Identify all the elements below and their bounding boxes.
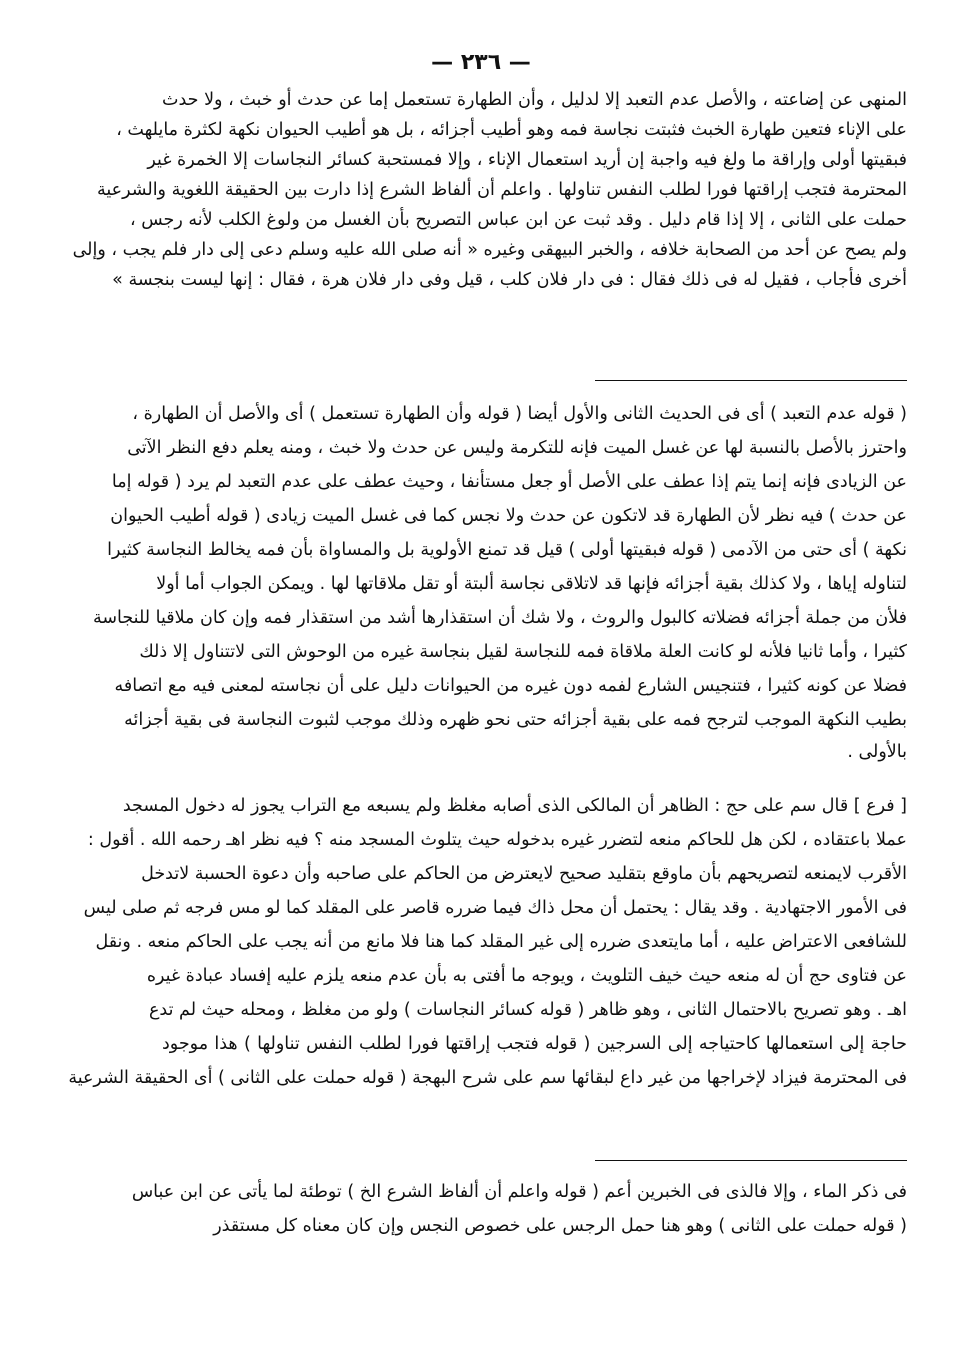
commentary-separator [595, 380, 907, 381]
footnote-line: فى ذكر الماء ، وإلا فالذى فى الخبرين أعم ( قوله واعلم أن ألفاظ الشرع الخ ) توطئة لما يأتى عن ابن عباس [131, 1182, 907, 1202]
commentary-line: حاجة إلى استعمالها كاحتياجه إلى السرجين ( قوله فتجب إراقتها فورا لطلب النفس تناولها ) هذا موجود [162, 1034, 907, 1054]
main-text-line: على الإناء فتعين طهارة الخبث فثبتت نجاسة فمه وهو أطيب أجزائه ، بل هو أطيب الحيوان نكهة لكثرة مايلهث ، [116, 120, 907, 140]
commentary-line: [ فرع ] قال سم على حج : الظاهر أن المالكى الذى أصابه مغلظ ولم يسبعه مع التراب يجوز له دخول المسجد [122, 796, 907, 816]
commentary-line: عن الزيادى فإنه إنما يتم إذا عطف على الأصل أو جعل مستأنفا ، وحيث عطف على عدم التعبد لم يرد ( قوله إما [111, 472, 907, 492]
commentary-line: فى المحترمة فيزاد لإخراجها من غير داع لبقائها سم على شرح البهجة ( قوله حملت على الثانى ) أى الحقيقة الشرعية [68, 1068, 907, 1088]
commentary-line: واحترز بالأصل بالنسبة لها عن غسل الميت فإنه للتكرمة وليس عن حدث ولا خبث ، ومنه يعلم دفع النظر الآتى [127, 438, 907, 458]
commentary-line: ( قوله عدم التعبد ) أى فى الحديث الثانى والأول أيضا ( قوله وأن الطهارة تستعمل ) أى والأصل أن الطهارة ، [132, 404, 907, 424]
footnote-separator [595, 1160, 907, 1161]
commentary-line: فضلا عن كونه كثيرا ، فتنجيس الشارع لفمه دون غيره من الحيوانات دليل على أن نجاسته لمعنى فيه مع اتصافه [114, 676, 907, 696]
main-text-line: المحترمة فتجب إراقتها فورا لطلب النفس تناولها . واعلم أن ألفاظ الشرع إذا دارت بين الحقيقة اللغوية والشرعية [96, 180, 907, 200]
commentary-line: فلأن من جملة أجزائه فضلاته كالبول والروث ، ولا شك أن استقذارها أشد من استقذار فمه وإن كان ملاقيا للنجاسة [92, 608, 907, 628]
main-text-line: فبقيتها أولى وإراقة ما ولغ فيه واجبة إن أريد استعمال الإناء ، وإلا فمستحبة كسائر النجاسات إلا الخمرة غير [147, 150, 907, 170]
commentary-line: كثيرا ، وأما ثانيا فلأنه لو كانت العلة ملاقاة فمه للنجاسة لقيل بنجاسة غيره من الوحوش التى لاتتناول إلا ذلك [139, 642, 907, 662]
footnote-line: ( قوله حملت على الثانى ) وهو هنا حمل الرجس على خصوص النجس وإن كان معناه كل مستقذر [213, 1216, 907, 1236]
commentary-line: بطيب النكهة الموجب لترجح فمه على بقية أجزائه حتى نحو ظهره وذلك موجب لثبوت النجاسة فى بقية أجزائه [124, 710, 907, 730]
main-text-line: المنهى عن إضاعته ، والأصل عدم التعبد إلا لدليل ، وأن الطهارة تستعمل إما عن حدث أو خبث ، ولا حدث [162, 90, 907, 110]
commentary-line: عن فتاوى حج أن له منعه حيث خيف التلويث ، ويوجه ما أفتى به بأن عدم منعه يلزم عليه إفساد عبادة غيره [146, 966, 907, 986]
main-text-line: ولم يصح عن أحد من الصحابة خلافه ، والخبر البيهقى وغيره « أنه صلى الله عليه وسلم دعى إلى دار فلم يجب ، وإلى [72, 240, 907, 260]
main-text-line: أخرى فأجاب ، فقيل له فى ذلك فقال : فى دار فلان كلب ، قيل وفى دار فلان هرة ، فقال : إنها ليست بنجسة » [112, 270, 907, 290]
commentary-line: بالأولى . [847, 742, 907, 762]
main-text-line: حملت على الثانى ، إلا إذا قام دليل . وقد ثبت عن ابن عباس التصريح بأن الغسل من ولوغ الكلب لأنه رجس ، [130, 210, 907, 230]
page-number: — ٢٣٦ — [431, 50, 531, 75]
commentary-line: عن حدث ) فيه نظر لأن الطهارة قد لاتكون عن حدث ولا نجس كما فى غسل الميت زيادى ( قوله أطيب الحيوان [110, 506, 907, 526]
commentary-line: عملا باعتقاده ، لكن هل للحاكم منعه لتضرر غيره بدخوله حيث يتلوث المسجد منه ؟ فيه نظر اهـ رحمه الله . أقول : [87, 830, 907, 850]
commentary-line: الأقرب لايمنعه لتصريحهم بأن ماوقع بتقليد صحيح لايعترض من الحاكم على صاحبه وأن دعوة الحسبة لاتدخل [141, 864, 907, 884]
commentary-line: نكهة ) أى حتى من الآدمى ( قوله فبقيتها أولى ) قيل قد تمنع الأولوية بل والمساواة بأن فمه يخالط النجاسة كثيرا [107, 540, 907, 560]
commentary-line: فى الأمور الاجتهادية . وقد يقال : يحتمل أن محل ذاك فيما ضرره قاصر على المقلد كما لو مس فرجه ثم صلى ليس [83, 898, 907, 918]
commentary-line: لتناوله إياها ، ولا كذلك بقية أجزائه فإنها قد لاتلاقى نجاسة ألبتة أو تقل ملاقاتها لها . ويمكن الجواب أما أولا [156, 574, 907, 594]
commentary-line: اهـ . وهو تصريح بالاحتمال الثانى ، وهو ظاهر ( قوله كسائر النجاسات ) ولو من مغلظ ، ومحله حيث لم تدع [148, 1000, 907, 1020]
commentary-line: للشافعى الاعتراض عليه ، أما مايتعدى ضرره إلى غير المقلد كما هنا فلا مانع من أنه يجب على الحاكم منعه . ونقل [95, 932, 907, 952]
